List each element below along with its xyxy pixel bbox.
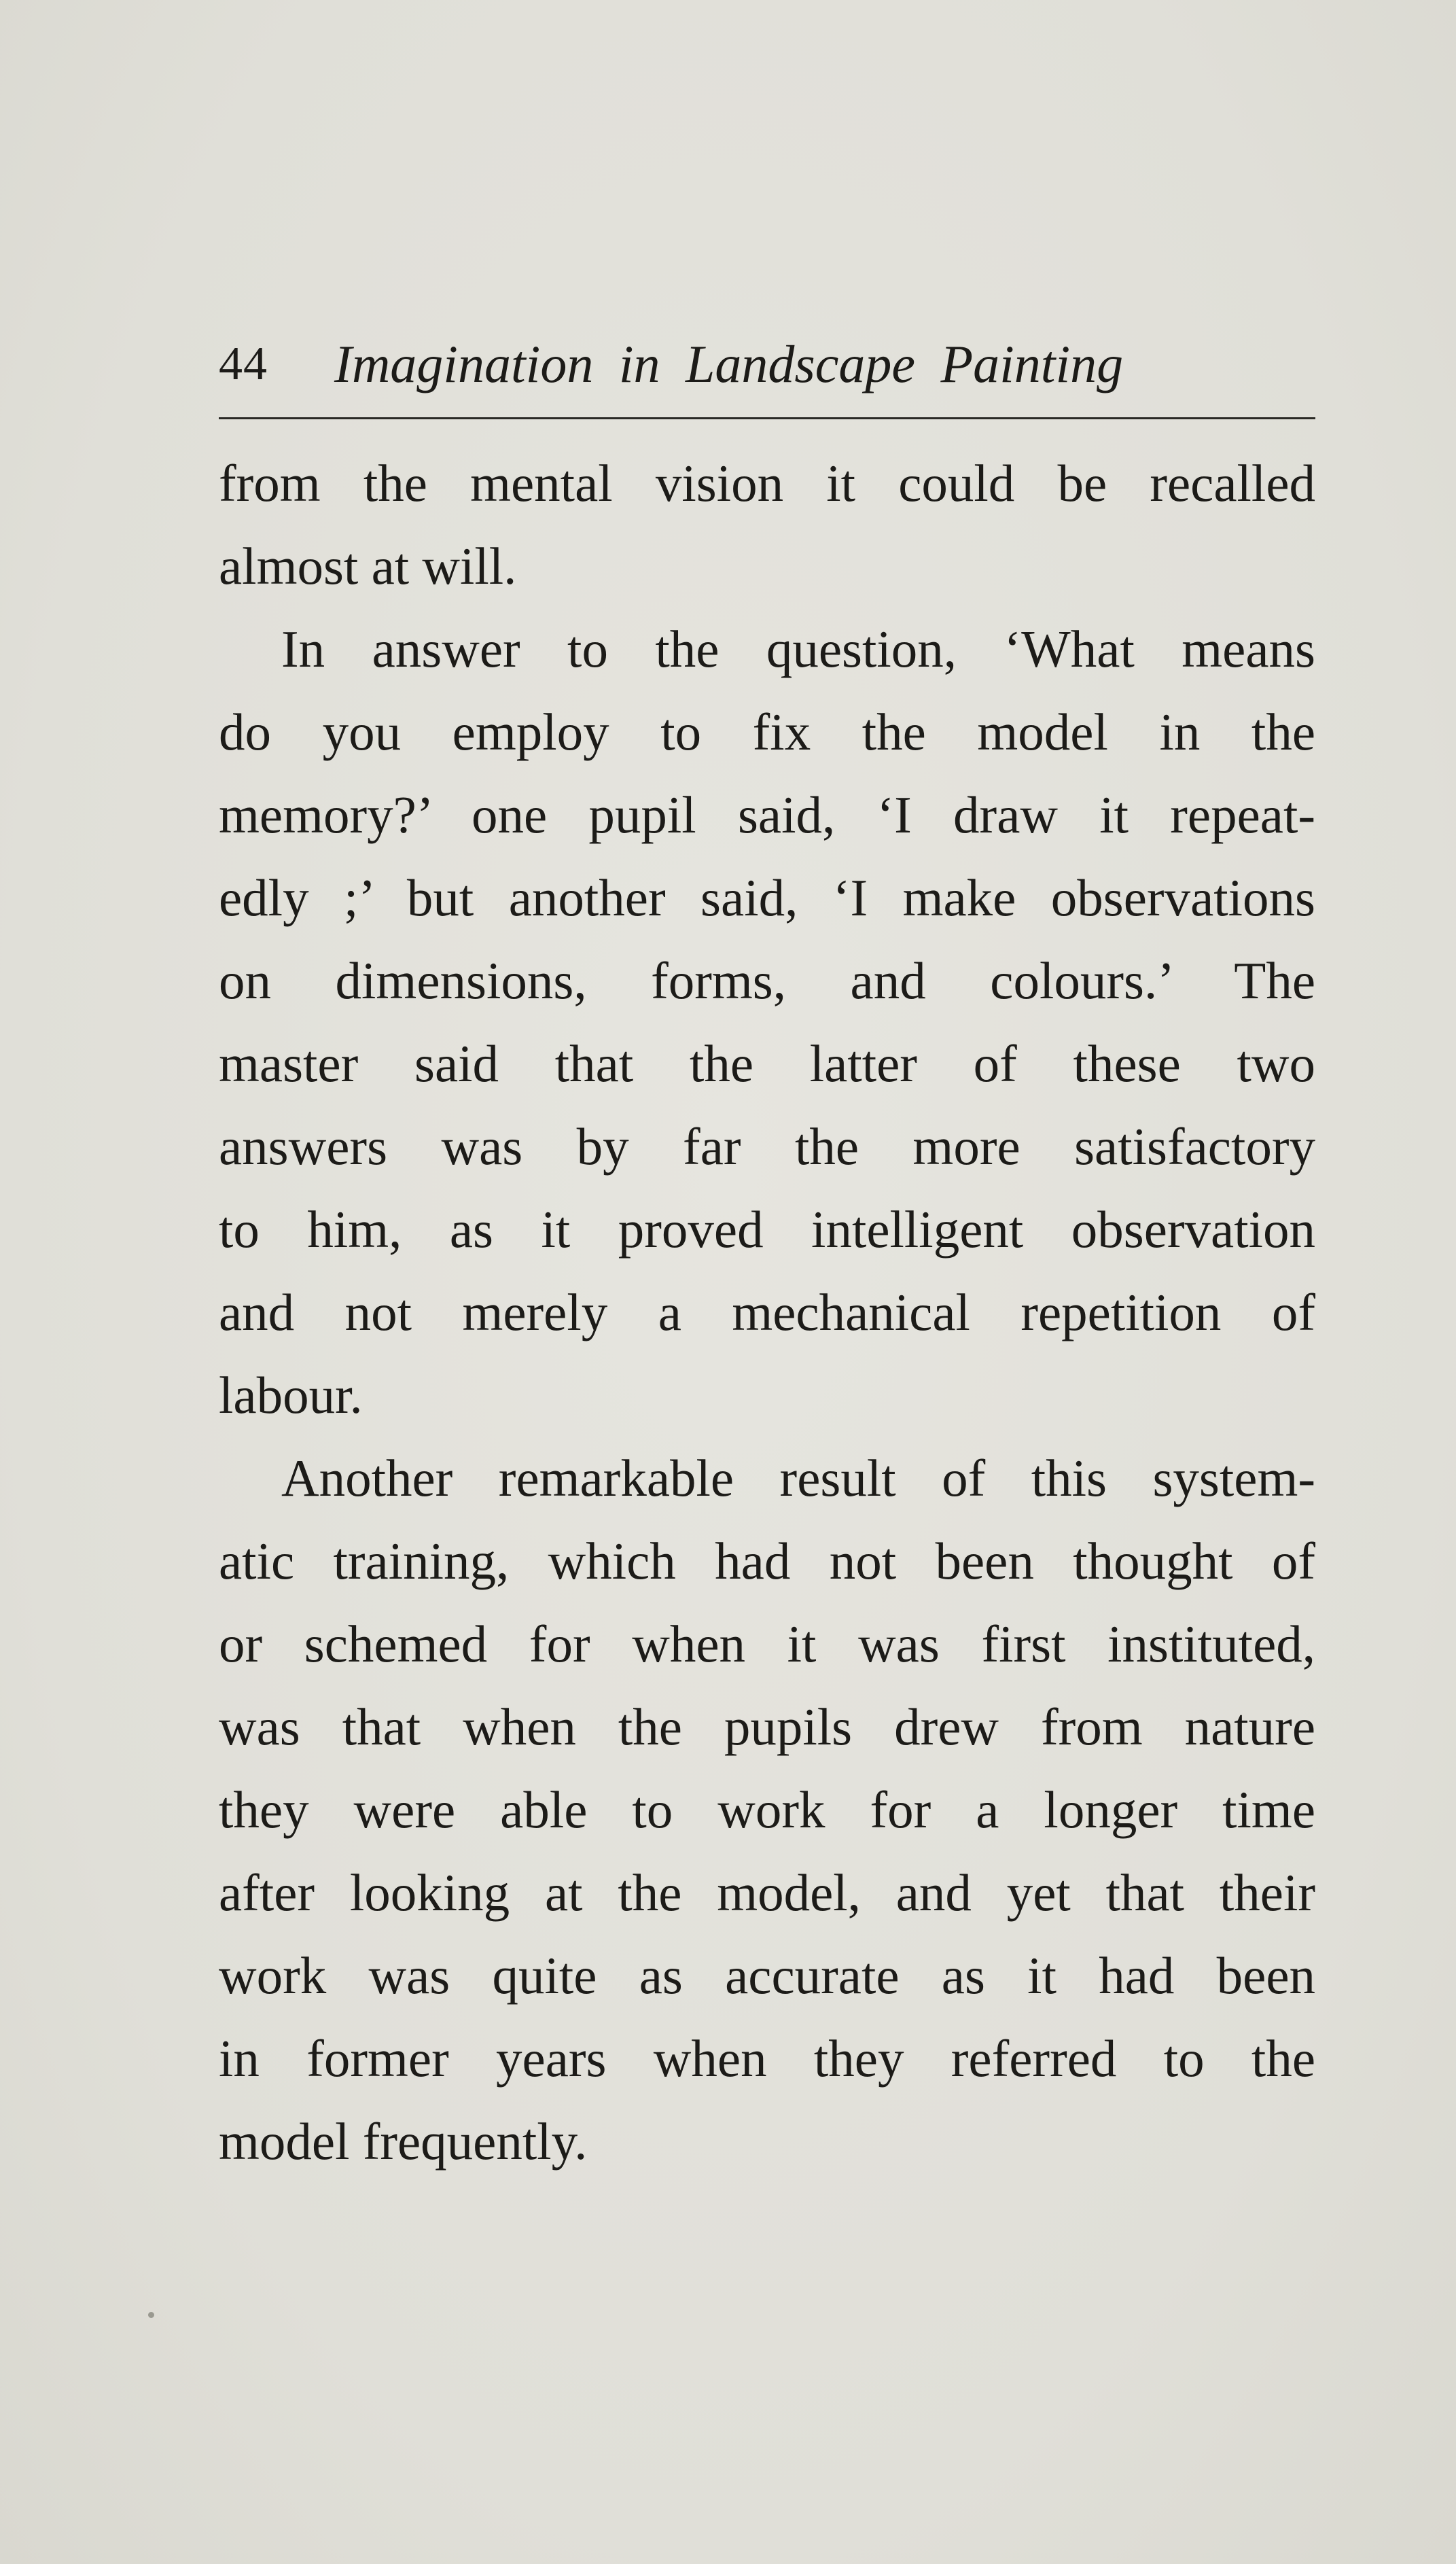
page-number: 44 bbox=[219, 338, 268, 390]
text-line: almost at will. bbox=[219, 537, 517, 595]
header-rule bbox=[219, 417, 1315, 419]
text-line: to him, as it proved intelligent observation bbox=[219, 1200, 1315, 1259]
text-line: work was quite as accurate as it had been bbox=[219, 1946, 1315, 2005]
paper-speck bbox=[148, 2312, 154, 2318]
text-line: memory?’ one pupil said, ‘I draw it repeat- bbox=[219, 786, 1315, 844]
running-header bbox=[219, 333, 1315, 396]
text-line: master said that the latter of these two bbox=[219, 1034, 1315, 1093]
text-line: after looking at the model, and yet that their bbox=[219, 1863, 1315, 1922]
text-line: from the mental vision it could be recalled bbox=[219, 454, 1315, 512]
text-line: do you employ to fix the model in the bbox=[219, 703, 1315, 761]
text-line: they were able to work for a longer time bbox=[219, 1780, 1315, 1839]
text-line: labour. bbox=[219, 1366, 363, 1424]
text-line: in former years when they referred to the bbox=[219, 2029, 1315, 2088]
running-title: Imagination in Landscape Painting bbox=[334, 334, 1124, 393]
text-line: on dimensions, forms, and colours.’ The bbox=[219, 951, 1315, 1010]
text-line: edly ;’ but another said, ‘I make observations bbox=[219, 868, 1315, 927]
text-line: or schemed for when it was first instituted, bbox=[219, 1615, 1315, 1673]
paragraph-first-line: In answer to the question, ‘What means bbox=[281, 620, 1315, 678]
text-line: model frequently. bbox=[219, 2112, 588, 2171]
text-line: answers was by far the more satisfactory bbox=[219, 1117, 1315, 1176]
text-line: and not merely a mechanical repetition of bbox=[219, 1283, 1315, 1341]
text-line: was that when the pupils drew from nature bbox=[219, 1698, 1315, 1756]
text-line: atic training, which had not been thought of bbox=[219, 1532, 1315, 1590]
paragraph-first-line: Another remarkable result of this system- bbox=[281, 1449, 1315, 1507]
